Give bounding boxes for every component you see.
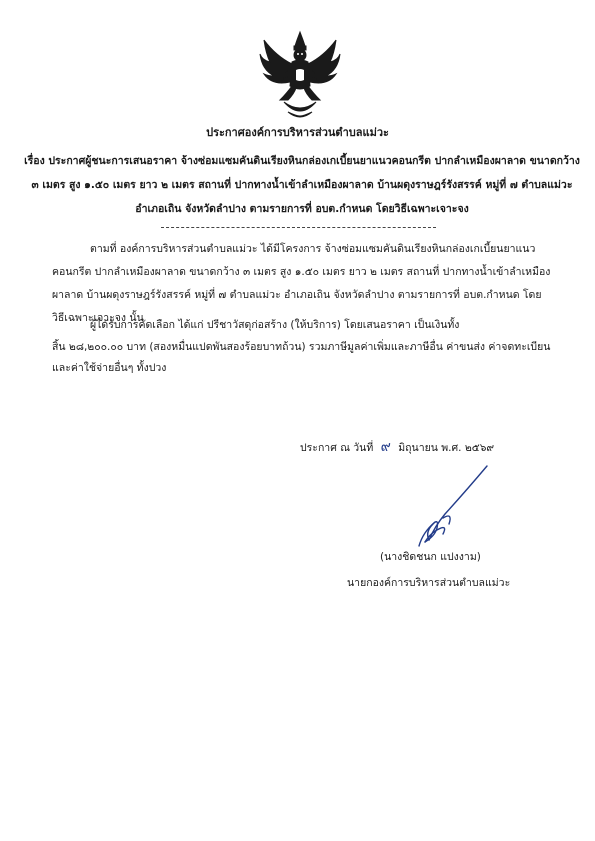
organization-title: ประกาศองค์การบริหารส่วนตำบลแม่วะ — [206, 126, 389, 139]
signatory-title: นายกองค์การบริหารส่วนตำบลแม่วะ — [347, 577, 511, 589]
date-month-year: มิถุนายน พ.ศ. ๒๕๖๙ — [398, 442, 495, 454]
body-paragraph-winner-line1: ผู้ได้รับการคัดเลือก ได้แก่ ปรีชาวัสดุก่อสร้าง (ให้บริการ) โดยเสนอราคา เป็นเงินทั้ง — [90, 319, 460, 331]
garuda-emblem-icon — [258, 30, 342, 122]
date-prefix: ประกาศ ณ วันที่ — [300, 442, 374, 454]
signatory-name: (นางชิดชนก แปงงาม) — [380, 551, 481, 563]
date-day-handwritten: ๙ — [380, 439, 391, 455]
announcement-date — [300, 438, 494, 457]
body-paragraph-project: ตามที่ องค์การบริหารส่วนตำบลแม่วะ ได้มีโครงการ จ้างซ่อมแซมคันดินเรียงหินกล่องเกเบี้ยนยาแนวคอนกรีต ปากลำเหมืองผาลาด ขนาดกว้าง ๓ เมตร สูง ๑.๕๐ เมตร ยาว ๒ เมตร สถานที่ ปากทางน้ำเข้าลำเหมืองผาลาด บ้านผดุงราษฎร์รังสรรค์ หมู่ที่ ๗ ตำบลแม่วะ อำเภอเถิน จังหวัดลำปาง ตามรายการที่ อบต.กำหนด โดยวิธีเฉพาะเจาะจง นั้น — [52, 243, 551, 324]
body-paragraph-winner-rest: สิ้น ๒๘,๒๐๐.๐๐ บาท (สองหมื่นแปดพันสองร้อยบาทถ้วน) รวมภาษีมูลค่าเพิ่มและภาษีอื่น ค่าขนส่ง ค่าจดทะเบียนและค่าใช้จ่ายอื่นๆ ทั้งปวง — [52, 341, 551, 374]
announcement-subject: เรื่อง ประกาศผู้ชนะการเสนอราคา จ้างซ่อมแซมคันดินเรียงหินกล่องเกเบี้ยนยาแนวคอนกรีต ปากลำเหมืองผาลาด ขนาดกว้าง ๓ เมตร สูง ๑.๕๐ เมตร ยาว ๒ เมตร สถานที่ ปากทางน้ำเข้าลำเหมืองผาลาด บ้านผดุงราษฎร์รังสรรค์ หมู่ที่ ๗ ตำบลแม่วะ อำเภอเถิน จังหวัดลำปาง ตามรายการที่ อบต.กำหนด โดยวิธีเฉพาะเจาะจง — [24, 155, 580, 215]
section-divider — [161, 227, 436, 228]
handwritten-signature — [395, 462, 495, 552]
